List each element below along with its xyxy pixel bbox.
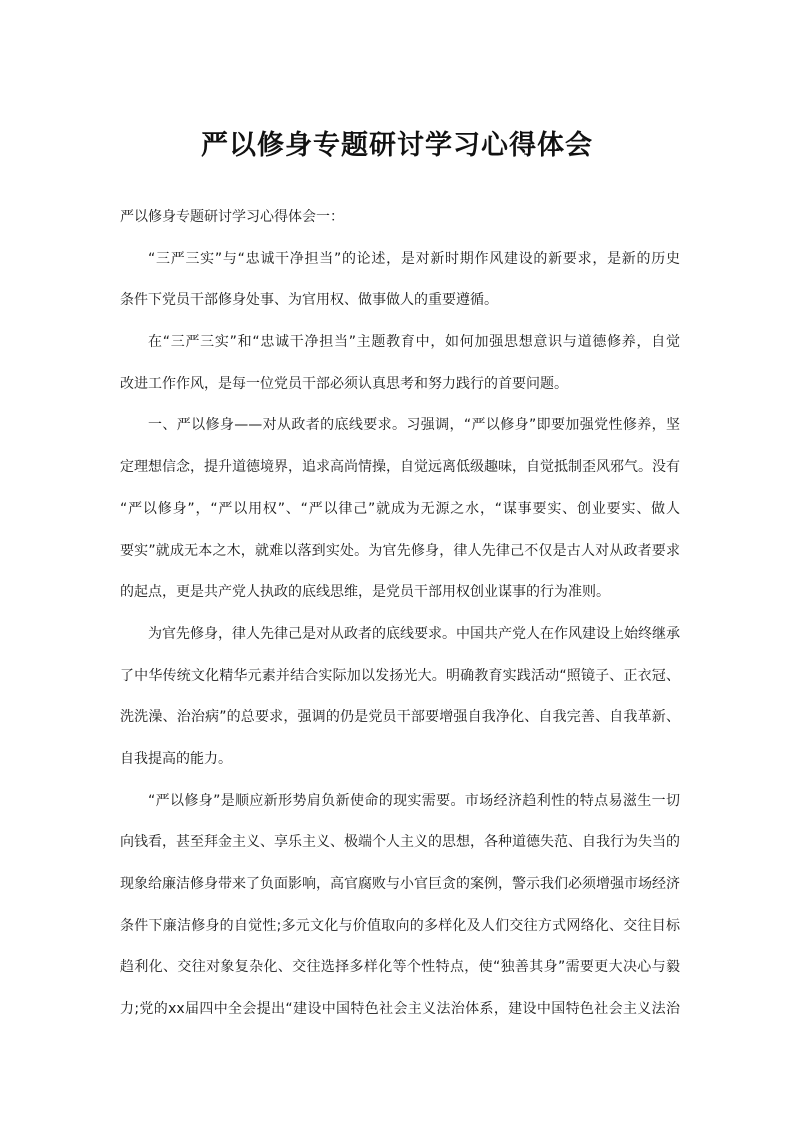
text-line: 定理想信念，提升道德境界，追求高尚情操，自觉远离低级趣味，自觉抵制歪风邪气。没有 [120, 459, 680, 476]
text-line: 在“三严三实”和“忠诚干净担当”主题教育中，如何加强思想意识与道德修养，自觉 [148, 334, 680, 351]
text-line-intro: 严以修身专题研讨学习心得体会一： [120, 209, 344, 225]
text-line: 要实”就成无本之木，就难以落到实处。为官先修身，律人先律己不仅是古人对从政者要求 [120, 542, 680, 559]
text-line: 趋利化、交往对象复杂化、交往选择多样化等个性特点，使“独善其身”需要更大决心与毅 [120, 959, 680, 976]
text-line: 力;党的xx届四中全会提出“建设中国特色社会主义法治体系，建设中国特色社会主义法治 [120, 1001, 680, 1018]
text-line: “三严三实”与“忠诚干净担当”的论述，是对新时期作风建设的新要求，是新的历史 [148, 250, 680, 267]
text-line: 一、严以修身——对从政者的底线要求。习强调，“严以修身”即要加强党性修养，坚 [148, 417, 680, 434]
text-line: 了中华传统文化精华元素并结合实际加以发扬光大。明确教育实践活动“照镜子、正衣冠、 [120, 667, 680, 684]
text-line: 现象给廉洁修身带来了负面影响，高官腐败与小官巨贪的案例，警示我们必须增强市场经济 [120, 876, 680, 892]
text-line: 改进工作作风，是每一位党员干部必须认真思考和努力践行的首要问题。 [120, 375, 568, 392]
text-line: 洗洗澡、治治病”的总要求，强调的仍是党员干部要增强自我净化、自我完善、自我革新、 [120, 709, 680, 726]
text-line: 为官先修身，律人先律己是对从政者的底线要求。中国共产党人在作风建设上始终继承 [148, 625, 680, 642]
text-line: 条件下党员干部修身处事、为官用权、做事做人的重要遵循。 [120, 292, 498, 309]
text-line: 条件下廉洁修身的自觉性;多元文化与价值取向的多样化及人们交往方式网络化、交往目标 [120, 917, 680, 934]
document-title: 严以修身专题研讨学习心得体会 [201, 130, 593, 161]
text-line: 自我提高的能力。 [120, 750, 232, 767]
text-line: “严以修身”是顺应新形势肩负新使命的现实需要。市场经济趋利性的特点易滋生一切 [148, 792, 680, 809]
text-line: 向钱看，甚至拜金主义、享乐主义、极端个人主义的思想，各种道德失范、自我行为失当的 [120, 834, 680, 851]
document-body [120, 197, 680, 1031]
text-line: “严以修身”，“严以用权”、“严以律己”就成为无源之水，“谋事要实、创业要实、做人 [120, 500, 680, 517]
text-line: 的起点，更是共产党人执政的底线思维，是党员干部用权创业谋事的行为准则。 [120, 584, 610, 601]
